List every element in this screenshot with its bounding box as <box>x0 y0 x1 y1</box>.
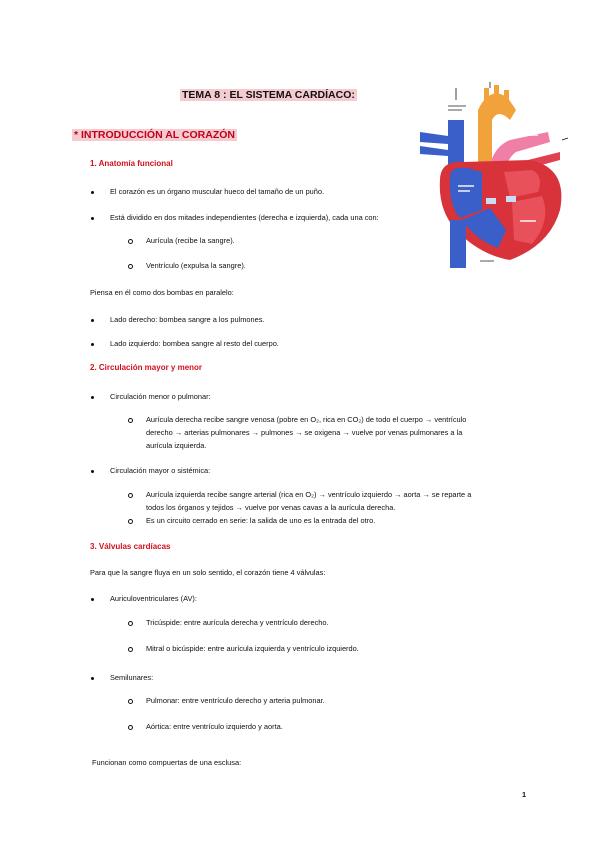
inferior-vena-cava <box>450 220 466 268</box>
text-line: Aórtica: entre ventrículo izquierdo y aorta. <box>146 722 283 731</box>
text-line: Circulación menor o pulmonar: <box>110 392 211 401</box>
heart-diagram <box>420 80 570 270</box>
text-line: Aurícula izquierda recibe sangre arterial (rica en O₂) → ventrículo izquierdo → aorta → se reparte a <box>146 490 472 499</box>
paragraph: Funcionan como compuertas de una esclusa: <box>92 758 242 767</box>
bullet <box>91 343 94 346</box>
text-line: Pulmonar: entre ventrículo derecho y arteria pulmonar. <box>146 696 325 705</box>
text-line: Está dividido en dos mitades independientes (derecha e izquierda), cada una con: <box>110 213 379 222</box>
bullet <box>91 470 94 473</box>
text-line: derecho → arterias pulmonares → pulmones → se oxigena → vuelve por venas pulmonares a la <box>146 428 463 437</box>
bullet <box>91 191 94 194</box>
text-line: Lado derecho: bombea sangre a los pulmones. <box>110 315 265 324</box>
sub-bullet <box>128 647 133 652</box>
sub-bullet <box>128 725 133 730</box>
sub-bullet <box>128 519 133 524</box>
sub-bullet <box>128 418 133 423</box>
text-line: Aurícula derecha recibe sangre venosa (pobre en O₂, rica en CO₂) de todo el cuerpo → ventrículo <box>146 415 467 424</box>
paragraph: Piensa en él como dos bombas en paralelo: <box>90 288 234 297</box>
bullet <box>91 598 94 601</box>
text-line: El corazón es un órgano muscular hueco del tamaño de un puño. <box>110 187 325 196</box>
heart-illustration <box>420 80 570 270</box>
sub-bullet <box>128 621 133 626</box>
subheading-circulacion: 2. Circulación mayor y menor <box>90 363 203 372</box>
bullet <box>91 217 94 220</box>
bullet <box>91 319 94 322</box>
page-number: 1 <box>522 790 527 799</box>
text-line: Circulación mayor o sistémica: <box>110 466 211 475</box>
text-line: Aurícula (recibe la sangre). <box>146 236 235 245</box>
text-line: Mitral o bicúspide: entre aurícula izquierda y ventrículo izquierdo. <box>146 644 359 653</box>
sub-bullet <box>128 239 133 244</box>
bullet <box>91 396 94 399</box>
subheading-valvulas: 3. Válvulas cardíacas <box>90 542 171 551</box>
sub-bullet <box>128 264 133 269</box>
bullet <box>91 677 94 680</box>
text-line: Lado izquierdo: bombea sangre al resto del cuerpo. <box>110 339 279 348</box>
valve <box>486 198 496 204</box>
text-line: aurícula izquierda. <box>146 441 207 450</box>
sub-bullet <box>128 699 133 704</box>
section-heading: * INTRODUCCIÓN AL CORAZÓN <box>74 129 235 141</box>
page-title: TEMA 8 : EL SISTEMA CARDÍACO: <box>182 89 355 101</box>
text-line: Ventrículo (expulsa la sangre). <box>146 261 246 270</box>
text-line: Semilunares: <box>110 673 154 682</box>
text-line: Auriculoventriculares (AV): <box>110 594 197 603</box>
text-line: Tricúspide: entre aurícula derecha y ventrículo derecho. <box>146 618 329 627</box>
text-line: todos los órganos y tejidos → vuelve por venas cavas a la aurícula derecha. <box>146 503 396 512</box>
sub-bullet <box>128 493 133 498</box>
subheading-anatomia: 1. Anatomía funcional <box>90 159 173 168</box>
text-line: Es un circuito cerrado en serie: la salida de uno es la entrada del otro. <box>146 516 376 525</box>
paragraph: Para que la sangre fluya en un solo sentido, el corazón tiene 4 válvulas: <box>90 568 326 577</box>
